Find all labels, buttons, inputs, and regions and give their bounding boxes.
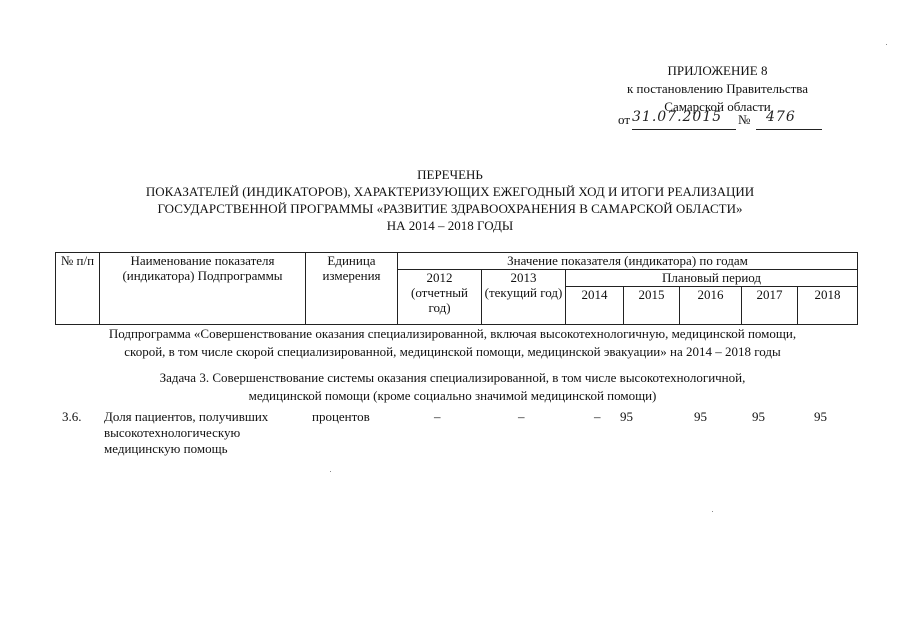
header-plan-year: 2017: [742, 287, 798, 325]
row-value-2017: 95: [752, 409, 765, 424]
header-year-2013-label: 2013: [510, 270, 537, 285]
scan-speck: [330, 471, 331, 472]
appendix-block: [610, 62, 825, 116]
task-line-1: Задача 3. Совершенствование системы оказания специализированной, в том числе высокотехнологичной,: [159, 370, 746, 385]
appendix-line-1: к постановлению Правительства: [626, 81, 809, 96]
row-name: [104, 409, 268, 457]
row-value-2016: 95: [694, 409, 707, 424]
appendix-line-2: Самарской области: [664, 99, 771, 114]
header-year-2013: [482, 270, 566, 325]
header-year-2012-note: (отчетный год): [411, 285, 468, 315]
row-value-2012: –: [434, 409, 441, 424]
row-name-line: высокотехнологическую: [104, 425, 241, 440]
header-unit: Единица измерения: [306, 253, 398, 325]
header-plan-year: 2018: [798, 287, 858, 325]
title-line-3: ГОСУДАРСТВЕННОЙ ПРОГРАММЫ «РАЗВИТИЕ ЗДРАВООХРАНЕНИЯ В САМАРСКОЙ ОБЛАСТИ»: [157, 201, 743, 216]
header-plan-year: 2015: [624, 287, 680, 325]
header-year-2013-note: (текущий год): [484, 285, 563, 300]
subprogram-line-2: скорой, в том числе скорой специализированной, медицинской помощи, медицинской эвакуации» на 2014 – 2018 годы: [124, 344, 781, 359]
row-name-line: Доля пациентов, получивших: [104, 409, 269, 424]
header-year-2012: [398, 270, 482, 325]
header-num: № п/п: [56, 253, 100, 325]
title-line-1: ПЕРЕЧЕНЬ: [417, 167, 483, 182]
appendix-heading: ПРИЛОЖЕНИЕ 8: [667, 63, 768, 78]
header-values-title: Значение показателя (индикатора) по годам: [398, 253, 858, 270]
handwritten-date: 31.07.2015: [632, 109, 723, 125]
title-line-4: НА 2014 – 2018 ГОДЫ: [386, 218, 514, 233]
task-line-2: медицинской помощи (кроме социально значимой медицинской помощи): [248, 388, 657, 403]
header-plan-period: Плановый период: [566, 270, 858, 287]
indicators-header-table: [55, 252, 858, 325]
header-plan-year: 2014: [566, 287, 624, 325]
handwritten-number: 476: [766, 109, 796, 125]
row-unit: процентов: [312, 409, 370, 424]
row-name-line: медицинскую помощь: [104, 441, 228, 456]
row-value-2014: –: [594, 409, 601, 424]
header-name: Наименование показателя (индикатора) Подпрограммы: [100, 253, 306, 325]
header-year-2012-label: 2012: [426, 270, 453, 285]
row-value-2015: 95: [620, 409, 633, 424]
title-line-2: ПОКАЗАТЕЛЕЙ (ИНДИКАТОРОВ), ХАРАКТЕРИЗУЮЩИХ ЕЖЕГОДНЫЙ ХОД И ИТОГИ РЕАЛИЗАЦИИ: [145, 184, 755, 199]
subprogram-line-1: Подпрограмма «Совершенствование оказания специализированной, включая высокотехнологичную, медицинской помощи,: [108, 326, 797, 341]
date-underline: [632, 129, 736, 130]
date-prefix: от: [618, 112, 631, 127]
scan-speck: [712, 511, 713, 512]
scan-speck: [886, 44, 887, 45]
header-plan-year: 2016: [680, 287, 742, 325]
number-underline: [756, 129, 822, 130]
row-num: 3.6.: [62, 409, 82, 424]
row-value-2018: 95: [814, 409, 827, 424]
appendix-date-number: [618, 109, 828, 132]
number-sign: №: [738, 112, 751, 127]
row-value-2013: –: [518, 409, 525, 424]
